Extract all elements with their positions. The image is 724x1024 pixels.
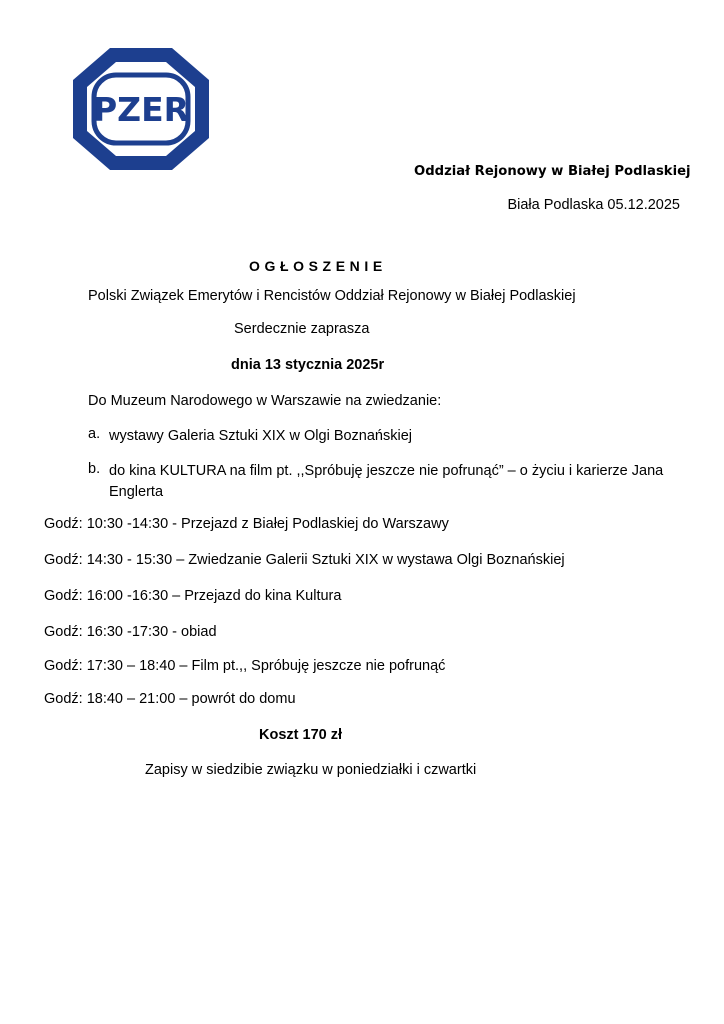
event-date: dnia 13 stycznia 2025r bbox=[231, 357, 385, 373]
schedule-row: Godź: 14:30 - 15:30 – Zwiedzanie Galerii Sztuki XIX w wystawa Olgi Boznańskiej bbox=[44, 552, 565, 568]
pzer-logo-graphic bbox=[72, 47, 210, 171]
branch-name: Oddział Rejonowy w Białej Podlaskiej bbox=[414, 164, 691, 179]
trip-cost: Koszt 170 zł bbox=[259, 727, 342, 743]
signup-info: Zapisy w siedzibie związku w poniedziałki i czwartki bbox=[145, 762, 477, 778]
schedule-row: Godź: 18:40 – 21:00 – powrót do domu bbox=[44, 691, 296, 707]
list-item-text: wystawy Galeria Sztuki XIX w Olgi Boznańskiej bbox=[109, 428, 412, 444]
pzer-logo bbox=[72, 47, 210, 171]
place-and-date: Biała Podlaska 05.12.2025 bbox=[507, 197, 680, 213]
announcement-heading: OGŁOSZENIE bbox=[249, 258, 387, 274]
invitation-text: Serdecznie zaprasza bbox=[234, 321, 370, 337]
schedule-row: Godź: 17:30 – 18:40 – Film pt.,, Spróbuję jeszcze nie pofrunąć bbox=[44, 658, 446, 674]
list-marker: b. bbox=[88, 461, 101, 477]
schedule-row: Godź: 16:30 -17:30 - obiad bbox=[44, 624, 217, 640]
museum-visit-text: Do Muzeum Narodowego w Warszawie na zwiedzanie: bbox=[88, 393, 442, 409]
list-marker: a. bbox=[88, 426, 101, 442]
organization-intro: Polski Związek Emerytów i Rencistów Oddział Rejonowy w Białej Podlaskiej bbox=[88, 288, 576, 304]
schedule-row: Godź: 16:00 -16:30 – Przejazd do kina Kultura bbox=[44, 588, 342, 604]
schedule-row: Godź: 10:30 -14:30 - Przejazd z Białej Podlaskiej do Warszawy bbox=[44, 516, 449, 532]
list-item-text: do kina KULTURA na film pt. ,,Spróbuję jeszcze nie pofrunąć” – o życiu i karierze Jana Englerta bbox=[109, 463, 664, 500]
logo-text: PZER bbox=[92, 90, 190, 129]
